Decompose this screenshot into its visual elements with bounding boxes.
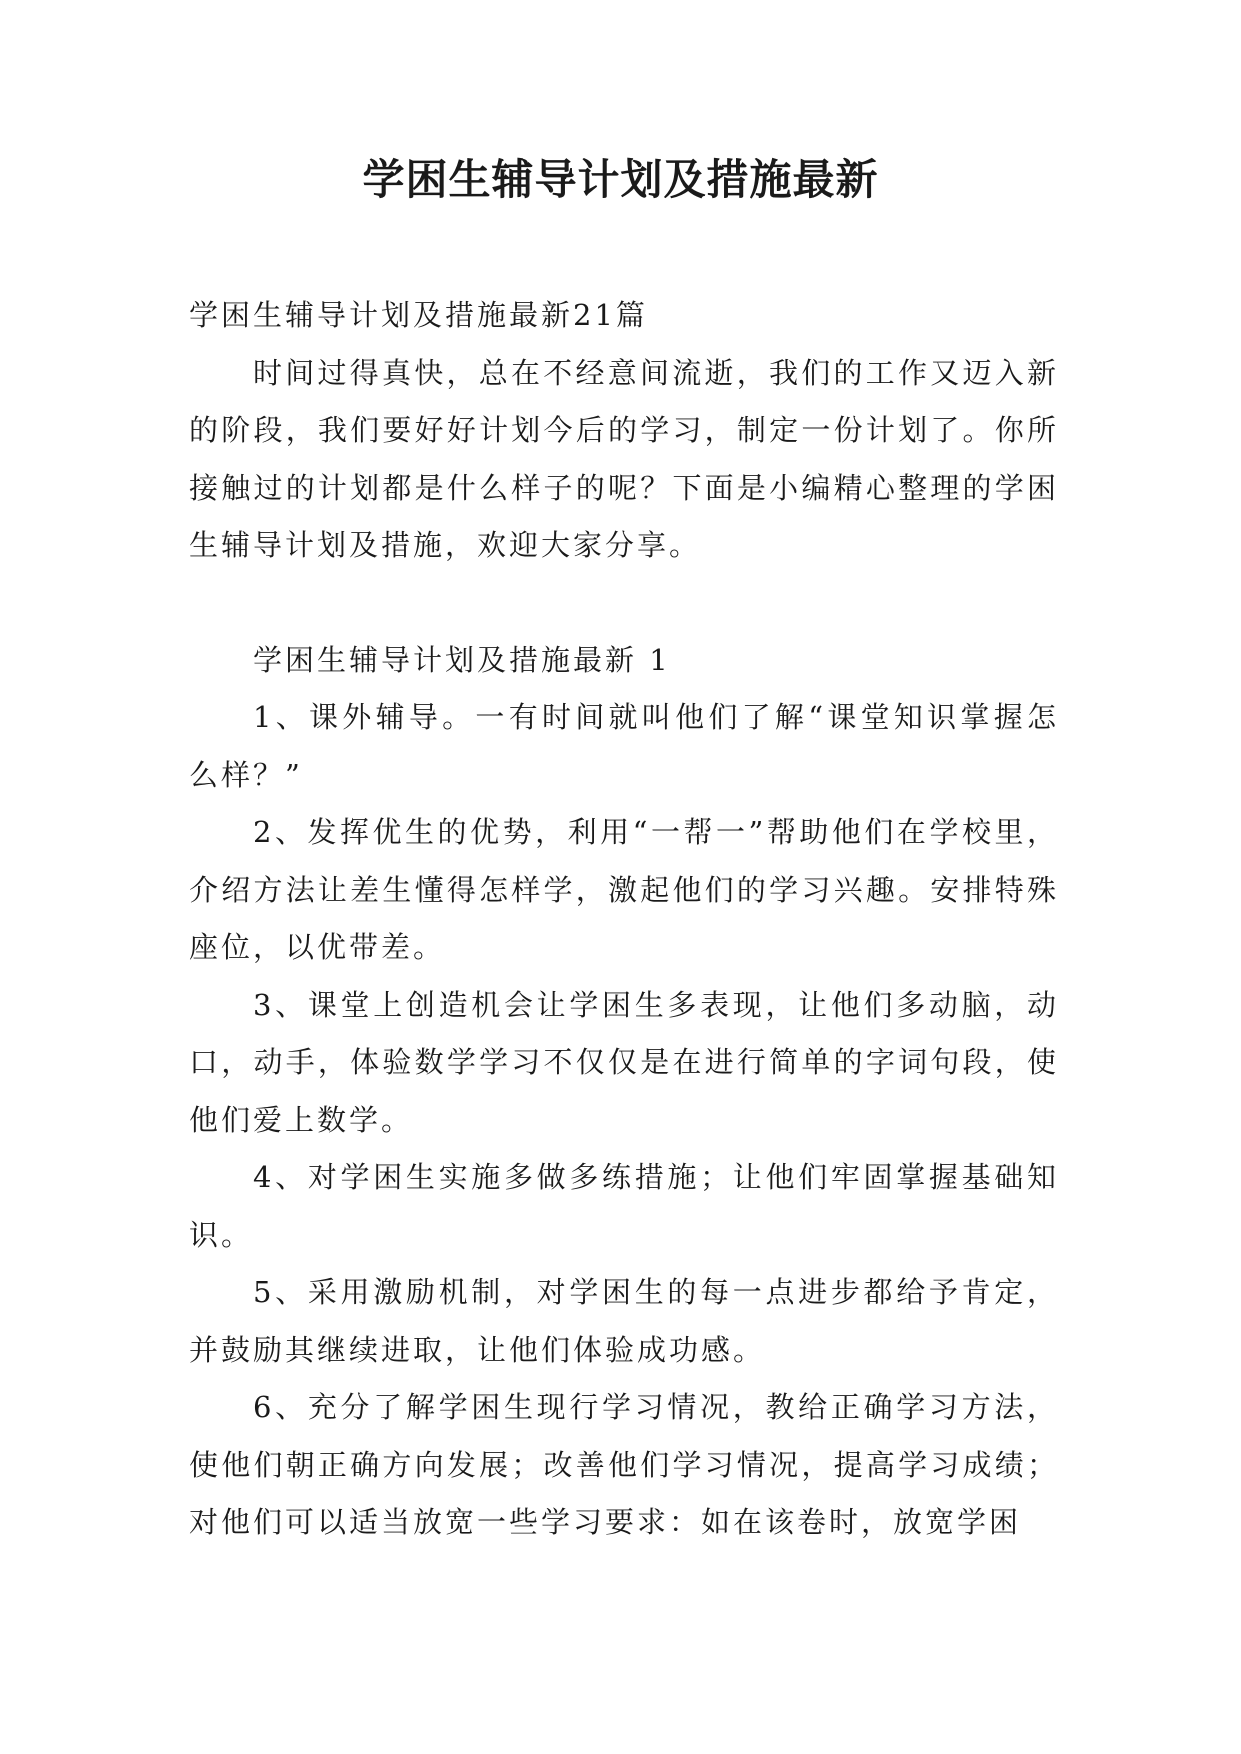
- document-body: [189, 287, 1059, 1552]
- list-item-1: 1、课外辅导。一有时间就叫他们了解“课堂知识掌握怎么样？”: [189, 700, 1059, 792]
- document-title: 学困生辅导计划及措施最新: [362, 155, 879, 204]
- list-item-3: 3、课堂上创造机会让学困生多表现，让他们多动脑，动口，动手，体验数学学习不仅仅是在进行简单的字词句段，使他们爱上数学。: [189, 987, 1059, 1137]
- list-item-5: 5、采用激励机制，对学困生的每一点进步都给予肯定，并鼓励其继续进取，让他们体验成功感。: [189, 1275, 1059, 1367]
- paragraph-spacer: [189, 575, 1059, 632]
- list-item-6: 6、充分了解学困生现行学习情况，教给正确学习方法，使他们朝正确方向发展；改善他们学习情况，提高学习成绩；对他们可以适当放宽一些学习要求：如在该卷时，放宽学困: [189, 1390, 1059, 1539]
- document-subtitle: 学困生辅导计划及措施最新21篇: [189, 298, 648, 332]
- list-item-2: 2、发挥优生的优势，利用“一帮一”帮助他们在学校里，介绍方法让差生懂得怎样学，激起他们的学习兴趣。安排特殊座位，以优带差。: [189, 815, 1059, 964]
- section-heading: 学困生辅导计划及措施最新 1: [253, 642, 671, 677]
- intro-paragraph: 时间过得真快，总在不经意间流逝，我们的工作又迈入新的阶段，我们要好好计划今后的学习，制定一份计划了。你所接触过的计划都是什么样子的呢？下面是小编精心整理的学困生辅导计划及措施，欢迎大家分享。: [189, 355, 1059, 562]
- list-item-4: 4、对学困生实施多做多练措施；让他们牢固掌握基础知识。: [189, 1160, 1059, 1252]
